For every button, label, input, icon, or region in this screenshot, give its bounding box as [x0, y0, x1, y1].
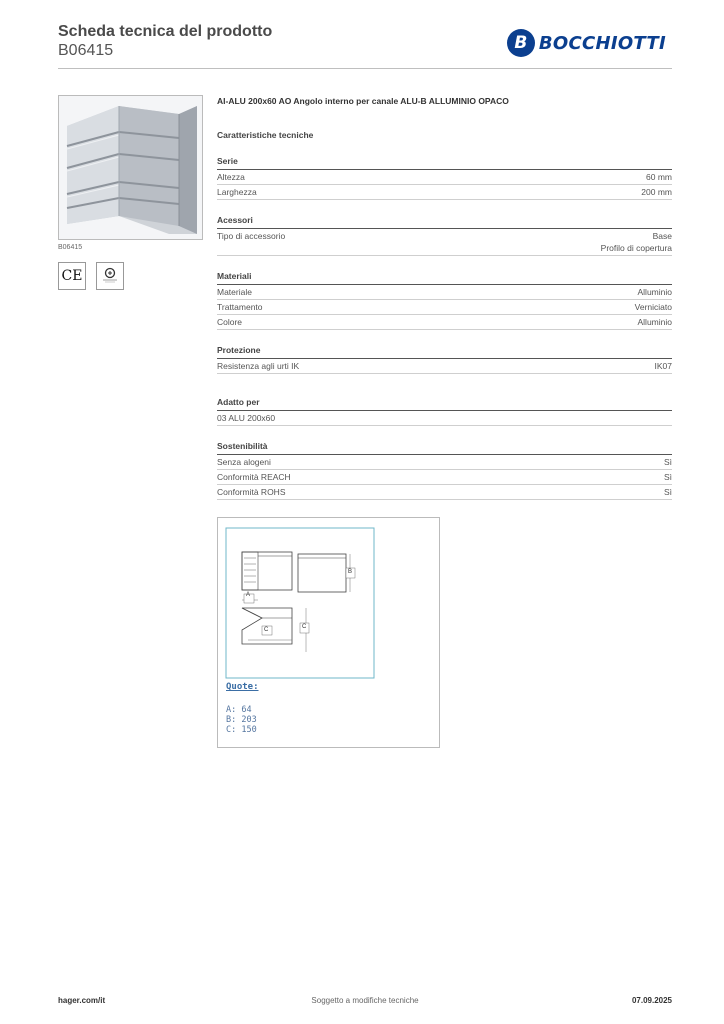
- quote-a: A: 64: [226, 705, 252, 715]
- spec-value: [664, 486, 672, 498]
- spec-row: [217, 229, 672, 256]
- spec-section-title: Serie: [217, 155, 672, 170]
- spec-value-line: Base: [652, 231, 672, 241]
- spec-label: Colore: [217, 317, 243, 327]
- spec-section: [217, 214, 672, 256]
- brand-mark-icon: B: [507, 29, 535, 57]
- product-title: AI-ALU 200x60 AO Angolo interno per canale ALU-B ALLUMINIO OPACO: [217, 96, 509, 106]
- spec-label: Conformità ROHS: [217, 487, 286, 497]
- page-footer: [58, 996, 672, 1010]
- spec-value: [664, 471, 672, 483]
- technical-drawing: [217, 517, 440, 748]
- spec-value: [601, 230, 672, 254]
- product-specs: [217, 95, 672, 538]
- spec-value: [635, 301, 672, 313]
- spec-label: Altezza: [217, 172, 245, 182]
- footer-date: 07.09.2025: [631, 996, 672, 1005]
- spec-section-title: Materiali: [217, 270, 672, 285]
- spec-value-line: Sì: [663, 472, 672, 482]
- spec-label: Senza alogeni: [217, 457, 271, 467]
- spec-label: Trattamento: [217, 302, 263, 312]
- spec-value-line: IK07: [654, 361, 672, 371]
- spec-section: [217, 270, 672, 330]
- spec-value: [638, 286, 673, 298]
- page-title: Scheda tecnica del prodotto: [58, 23, 273, 40]
- photo-caption: B06415: [58, 244, 83, 251]
- spec-section-title: Protezione: [217, 344, 672, 359]
- spec-value-line: 60 mm: [646, 172, 672, 182]
- certification-icon: [96, 262, 124, 290]
- brand-name: BOCCHIOTTI: [538, 32, 666, 54]
- quote-b: B: 203: [226, 715, 257, 725]
- spec-value: [638, 316, 673, 328]
- dimension-label-c-vertical: C: [302, 624, 307, 630]
- product-code: B06415: [58, 42, 114, 59]
- quote-title: Quote:: [226, 682, 259, 692]
- spec-value-line: Alluminio: [637, 287, 672, 297]
- ce-mark-icon: CE: [58, 262, 86, 290]
- spec-label: Larghezza: [217, 187, 257, 197]
- spec-label: 03 ALU 200x60: [217, 413, 276, 423]
- spec-section: [217, 344, 672, 374]
- spec-section: [217, 155, 672, 200]
- spec-section: [217, 440, 672, 500]
- spec-label: Materiale: [217, 287, 252, 297]
- spec-row: [217, 285, 672, 300]
- spec-label: Tipo di accessorio: [217, 231, 286, 241]
- dimension-label-b: B: [348, 569, 353, 575]
- spec-section: [217, 396, 672, 426]
- spec-row: [217, 315, 672, 330]
- spec-value-line: 200 mm: [641, 187, 672, 197]
- spec-value-line: Alluminio: [637, 317, 672, 327]
- spec-value: [664, 456, 672, 468]
- spec-value: [655, 360, 673, 372]
- spec-section-title: Acessori: [217, 214, 672, 229]
- dimension-label-a: A: [246, 592, 251, 598]
- spec-row: [217, 455, 672, 470]
- spec-value-line: Sì: [663, 457, 672, 467]
- spec-row: [217, 470, 672, 485]
- spec-value-line: Sì: [663, 487, 672, 497]
- spec-section-title: Adatto per: [217, 396, 672, 411]
- spec-row: [217, 185, 672, 200]
- product-photo: [58, 95, 203, 240]
- page-header: [58, 22, 672, 69]
- spec-row: [217, 170, 672, 185]
- spec-section-title: Sostenibilità: [217, 440, 672, 455]
- spec-label: Resistenza agli urti IK: [217, 361, 300, 371]
- spec-row: [217, 359, 672, 374]
- spec-row: [217, 411, 672, 426]
- spec-value-line: Verniciato: [634, 302, 672, 312]
- tech-heading: Caratteristiche tecniche: [217, 130, 314, 140]
- spec-value: [646, 171, 672, 183]
- dimension-label-c-horizontal: C: [264, 627, 269, 633]
- spec-value: [641, 186, 672, 198]
- quote-c: C: 150: [226, 725, 257, 735]
- spec-row: [217, 485, 672, 500]
- footer-note: Soggetto a modifiche tecniche: [311, 996, 419, 1005]
- brand-logo: [507, 29, 666, 57]
- spec-label: Conformità REACH: [217, 472, 291, 482]
- footer-website[interactable]: hager.com/it: [58, 996, 106, 1005]
- spec-value-line: Profilo di copertura: [600, 243, 672, 253]
- spec-row: [217, 300, 672, 315]
